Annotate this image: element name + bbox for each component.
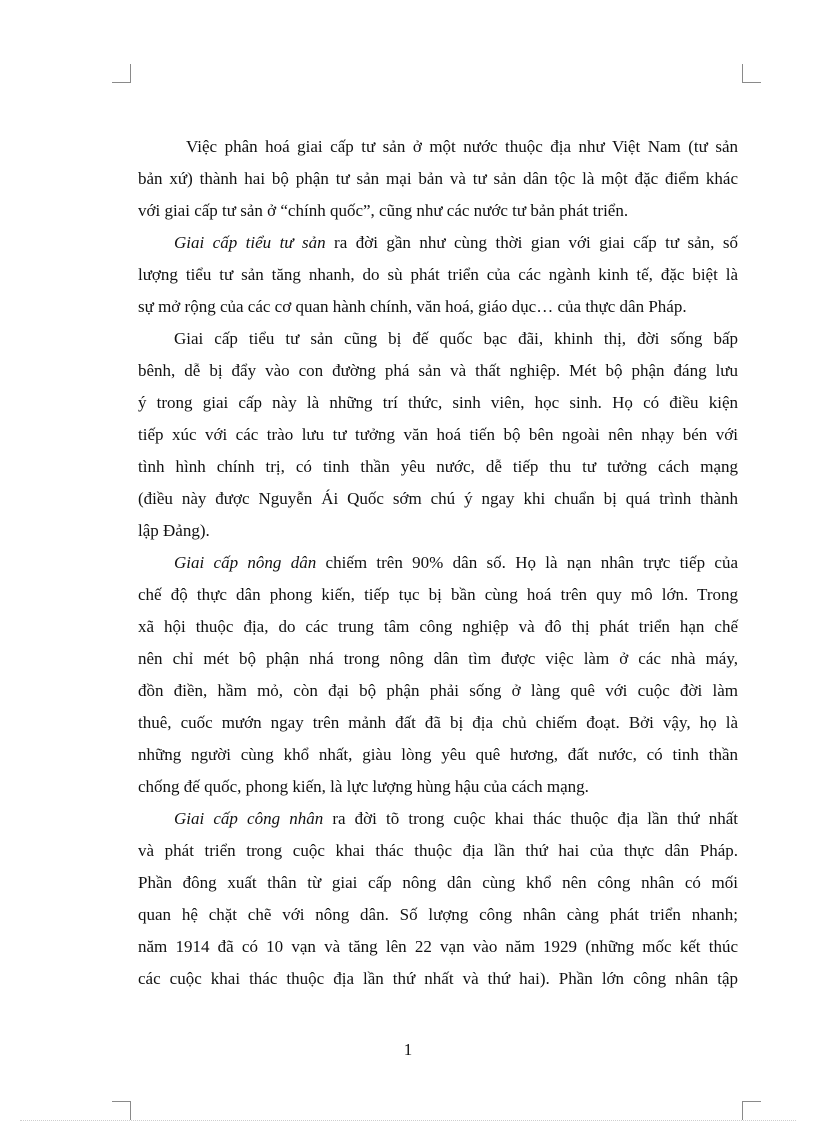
text-line: quan hệ chặt chẽ với nông dân. Số lượng công nhân càng phát triển nhanh;: [138, 905, 738, 924]
text-line: đồn điền, hầm mỏ, còn đại bộ phận phải sống ở làng quê với cuộc đời làm: [138, 681, 738, 700]
paragraph: [138, 323, 738, 547]
paragraph: [138, 803, 738, 995]
text-line: Phần đông xuất thân từ giai cấp nông dân cùng khổ nên công nhân có mối: [138, 873, 738, 892]
paragraph: [138, 227, 738, 323]
text-line: Giai cấp tiểu tư sản cũng bị đế quốc bạc đãi, khinh thị, đời sống bấp: [174, 329, 738, 348]
text-line: tình hình chính trị, có tinh thần yêu nước, dễ tiếp thu tư tưởng cách mạng: [138, 457, 738, 476]
text-line: (điều này được Nguyễn Ái Quốc sớm chú ý ngay khi chuẩn bị quá trình thành: [138, 489, 738, 508]
italic-lead: Giai cấp công nhân: [174, 809, 324, 828]
paragraph: [138, 131, 738, 227]
text-line: Giai cấp tiểu tư sản ra đời gần như cùng thời gian với giai cấp tư sản, số: [174, 233, 738, 252]
text-line: năm 1914 đã có 10 vạn và tăng lên 22 vạn vào năm 1929 (những mốc kết thúc: [138, 937, 738, 956]
text-line: bênh, dễ bị đẩy vào con đường phá sản và thất nghiệp. Mét bộ phận đáng lưu: [138, 361, 738, 380]
text-line: chế độ thực dân phong kiến, tiếp tục bị bần cùng hoá trên quy mô lớn. Trong: [138, 585, 738, 604]
crop-mark-top-right: [742, 64, 761, 83]
text-line: thuê, cuốc mướn ngay trên mảnh đất đã bị địa chủ chiếm đoạt. Bởi vậy, họ là: [138, 713, 738, 732]
text-line: Việc phân hoá giai cấp tư sản ở một nước thuộc địa như Việt Nam (tư sản: [186, 137, 738, 156]
text-line: với giai cấp tư sản ở “chính quốc”, cũng như các nước tư bản phát triển.: [138, 201, 629, 220]
italic-lead: Giai cấp tiểu tư sản: [174, 233, 326, 252]
crop-mark-bottom-right: [742, 1101, 761, 1120]
text-line: các cuộc khai thác thuộc địa lần thứ nhất và thứ hai). Phần lớn công nhân tập: [138, 969, 738, 988]
text-line: xã hội thuộc địa, do các trung tâm công nghiệp và đô thị phát triển hạn chế: [138, 617, 738, 636]
crop-mark-bottom-left: [112, 1101, 131, 1120]
text-line: lượng tiểu tư sản tăng nhanh, do sù phát triển của các ngành kinh tế, đặc biệt là: [138, 265, 738, 284]
crop-mark-top-left: [112, 64, 131, 83]
text-line: Giai cấp công nhân ra đời tõ trong cuộc khai thác thuộc địa lần thứ nhất: [174, 809, 738, 828]
footer-divider: [20, 1120, 796, 1121]
text-line: những người cùng khổ nhất, giàu lòng yêu quê hương, đất nước, có tinh thần: [138, 745, 738, 764]
text-line: tiếp xúc với các trào lưu tư tưởng văn hoá tiến bộ bên ngoài nên nhạy bén với: [138, 425, 738, 444]
text-line: Giai cấp nông dân chiếm trên 90% dân số. Họ là nạn nhân trực tiếp của: [174, 553, 738, 572]
text-line: lập Đảng).: [138, 521, 210, 540]
text-line: ý trong giai cấp này là những trí thức, sinh viên, học sinh. Họ có điều kiện: [138, 393, 738, 412]
paragraph: [138, 547, 738, 803]
text-line: chống đế quốc, phong kiến, là lực lượng hùng hậu của cách mạng.: [138, 777, 589, 796]
text-line: sự mở rộng của các cơ quan hành chính, văn hoá, giáo dục… của thực dân Pháp.: [138, 297, 687, 316]
italic-lead: Giai cấp nông dân: [174, 553, 317, 572]
page-number: 1: [403, 1040, 413, 1059]
text-line: bản xứ) thành hai bộ phận tư sản mại bản và tư sản dân tộc là một đặc điểm khác: [138, 169, 738, 188]
text-line: nên chỉ mét bộ phận nhá trong nông dân tìm được việc làm ở các nhà máy,: [138, 649, 738, 668]
text-line: và phát triển trong cuộc khai thác thuộc địa lần thứ hai của thực dân Pháp.: [138, 841, 738, 860]
body-text: [138, 131, 738, 995]
